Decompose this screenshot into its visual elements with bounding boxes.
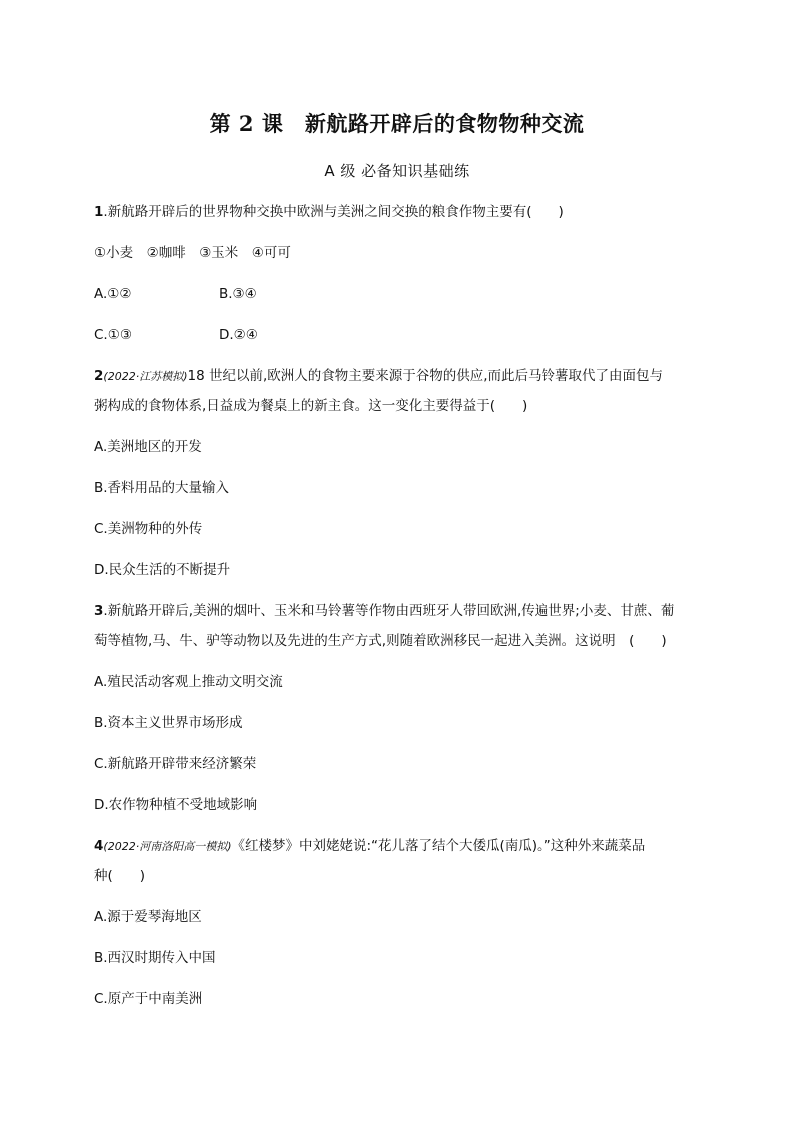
question-2-stem-line-2: 粥构成的食物体系,日益成为餐桌上的新主食。这一变化主要得益于( ): [94, 398, 528, 414]
question-source: (2022·江苏模拟): [103, 370, 188, 383]
question-text: .新航路开辟后,美洲的烟叶、玉米和马铃薯等作物由西班牙人带回欧洲,传遍世界;小麦、甘蔗、葡: [103, 603, 675, 619]
question-number: 3: [94, 603, 104, 619]
question-3-option-a: A.殖民活动客观上推动文明交流: [94, 674, 283, 690]
question-1-options-row-2: [94, 325, 704, 345]
question-4-option-b: B.西汉时期传入中国: [94, 950, 216, 966]
question-3-option-c: C.新航路开辟带来经济繁荣: [94, 756, 257, 772]
question-3-option-d: D.农作物种植不受地域影响: [94, 797, 258, 813]
question-2-option-d: D.民众生活的不断提升: [94, 562, 231, 578]
question-source: (2022·河南洛阳高一模拟): [103, 840, 232, 853]
option-c: C.①③: [94, 327, 132, 343]
question-4-option-a: A.源于爱琴海地区: [94, 909, 202, 925]
section-subtitle: A 级 必备知识基础练: [324, 162, 470, 180]
option-a: A.①②: [94, 286, 132, 302]
question-number: 4: [94, 838, 104, 854]
question-text: .新航路开辟后的世界物种交换中欧洲与美洲之间交换的粮食作物主要有( ): [103, 204, 564, 220]
question-2-option-c: C.美洲物种的外传: [94, 521, 203, 537]
question-number: 1: [94, 204, 104, 220]
question-2-option-b: B.香料用品的大量输入: [94, 480, 230, 496]
question-3-stem-line-2: 萄等植物,马、牛、驴等动物以及先进的生产方式,则随着欧洲移民一起进入美洲。这说明 ( ): [94, 633, 667, 649]
question-number: 2: [94, 368, 104, 384]
option-b: B.③④: [219, 286, 257, 302]
question-4-stem-line-1: [94, 836, 704, 856]
lesson-title: 第 2 课 新航路开辟后的食物物种交流: [209, 111, 585, 136]
question-text: 《红楼梦》中刘姥姥说:“花儿落了结个大倭瓜(南瓜)。”这种外来蔬菜品: [231, 838, 646, 854]
question-list: [94, 202, 704, 1009]
question-1-options-row-1: [94, 284, 704, 304]
question-1-stem: [94, 202, 704, 222]
question-4-stem-line-2: 种( ): [94, 868, 146, 884]
question-3-stem-line-1: [94, 601, 704, 621]
option-d: D.②④: [219, 327, 258, 343]
question-text: 18 世纪以前,欧洲人的食物主要来源于谷物的供应,而此后马铃薯取代了由面包与: [187, 368, 664, 384]
question-1-items: ①小麦 ②咖啡 ③玉米 ④可可: [94, 245, 291, 261]
question-2-stem-line-1: [94, 366, 704, 386]
question-2-option-a: A.美洲地区的开发: [94, 439, 202, 455]
question-4-option-c: C.原产于中南美洲: [94, 991, 203, 1007]
question-3-option-b: B.资本主义世界市场形成: [94, 715, 243, 731]
